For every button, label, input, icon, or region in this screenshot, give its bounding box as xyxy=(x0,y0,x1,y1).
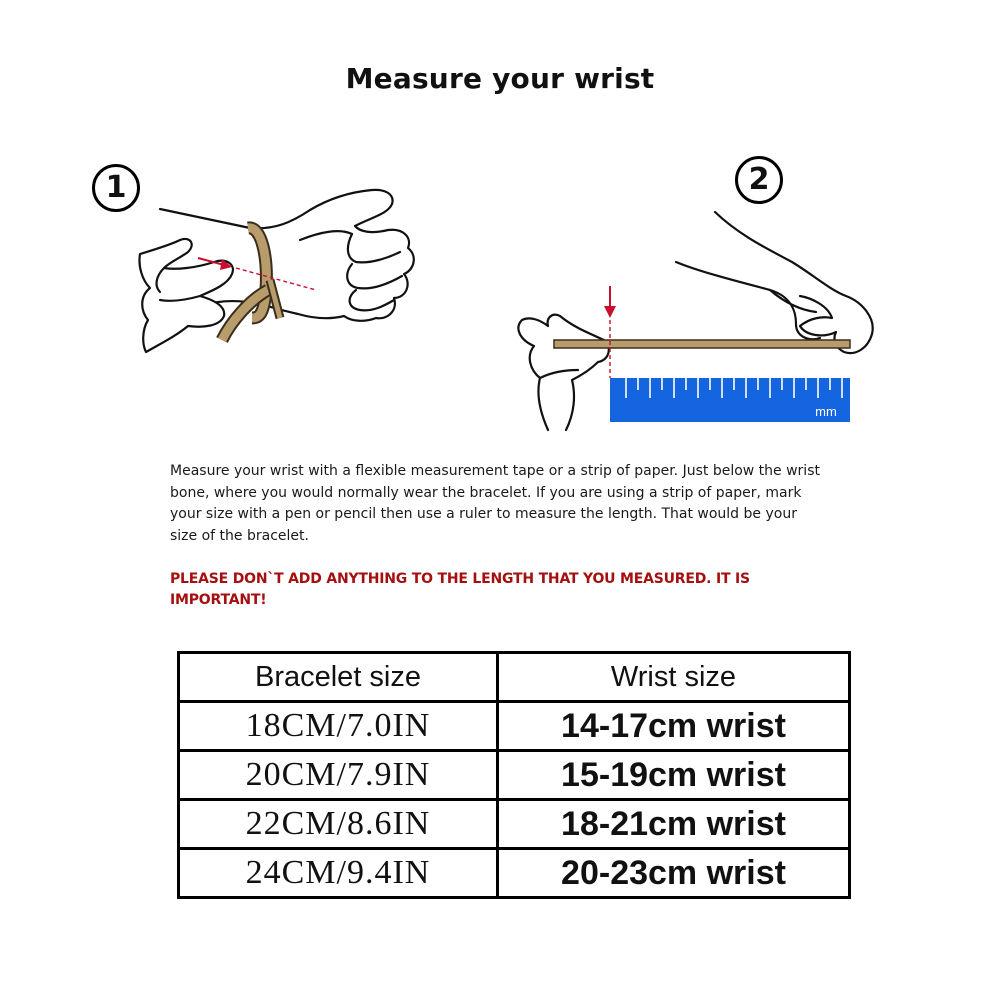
table-row xyxy=(179,702,850,751)
header-wrist-size: Wrist size xyxy=(498,653,850,702)
size-chart-table xyxy=(177,651,851,899)
step-2-badge: 2 xyxy=(735,156,783,204)
table-row xyxy=(179,751,850,800)
instructions-text: Measure your wrist with a flexible measurement tape or a strip of paper. Just below the wrist bone, where you would normally wear the bracelet. If you are using a strip of paper, mark your size with a pen or pencil then use a ruler to measure the length. That would be your size of the bracelet. xyxy=(170,463,820,544)
wrist-size-cell: 14-17cm wrist xyxy=(498,702,850,751)
wrist-size-cell: 20-23cm wrist xyxy=(498,849,850,898)
wrist-size-cell: 15-19cm wrist xyxy=(498,751,850,800)
measuring-illustration xyxy=(0,0,1000,450)
wrist-size-cell: 18-21cm wrist xyxy=(498,800,850,849)
table-header-row xyxy=(179,653,850,702)
table-row xyxy=(179,800,850,849)
page-title: Measure your wrist xyxy=(345,62,655,95)
table-row xyxy=(179,849,850,898)
wrist-hand-drawing xyxy=(139,190,413,352)
bracelet-size-cell: 20CM/7.9IN xyxy=(179,751,498,800)
paper-strip xyxy=(554,340,850,348)
warning-text: PLEASE DON`T ADD ANYTHING TO THE LENGTH THAT YOU MEASURED. IT IS IMPORTANT! xyxy=(170,571,750,608)
mark-arrow-icon xyxy=(604,286,616,378)
bracelet-size-cell: 18CM/7.0IN xyxy=(179,702,498,751)
ruler xyxy=(610,378,850,422)
bracelet-size-cell: 22CM/8.6IN xyxy=(179,800,498,849)
header-bracelet-size: Bracelet size xyxy=(179,653,498,702)
step-1-badge: 1 xyxy=(92,164,140,212)
ruler-unit-label: mm xyxy=(815,404,837,419)
bracelet-size-cell: 24CM/9.4IN xyxy=(179,849,498,898)
